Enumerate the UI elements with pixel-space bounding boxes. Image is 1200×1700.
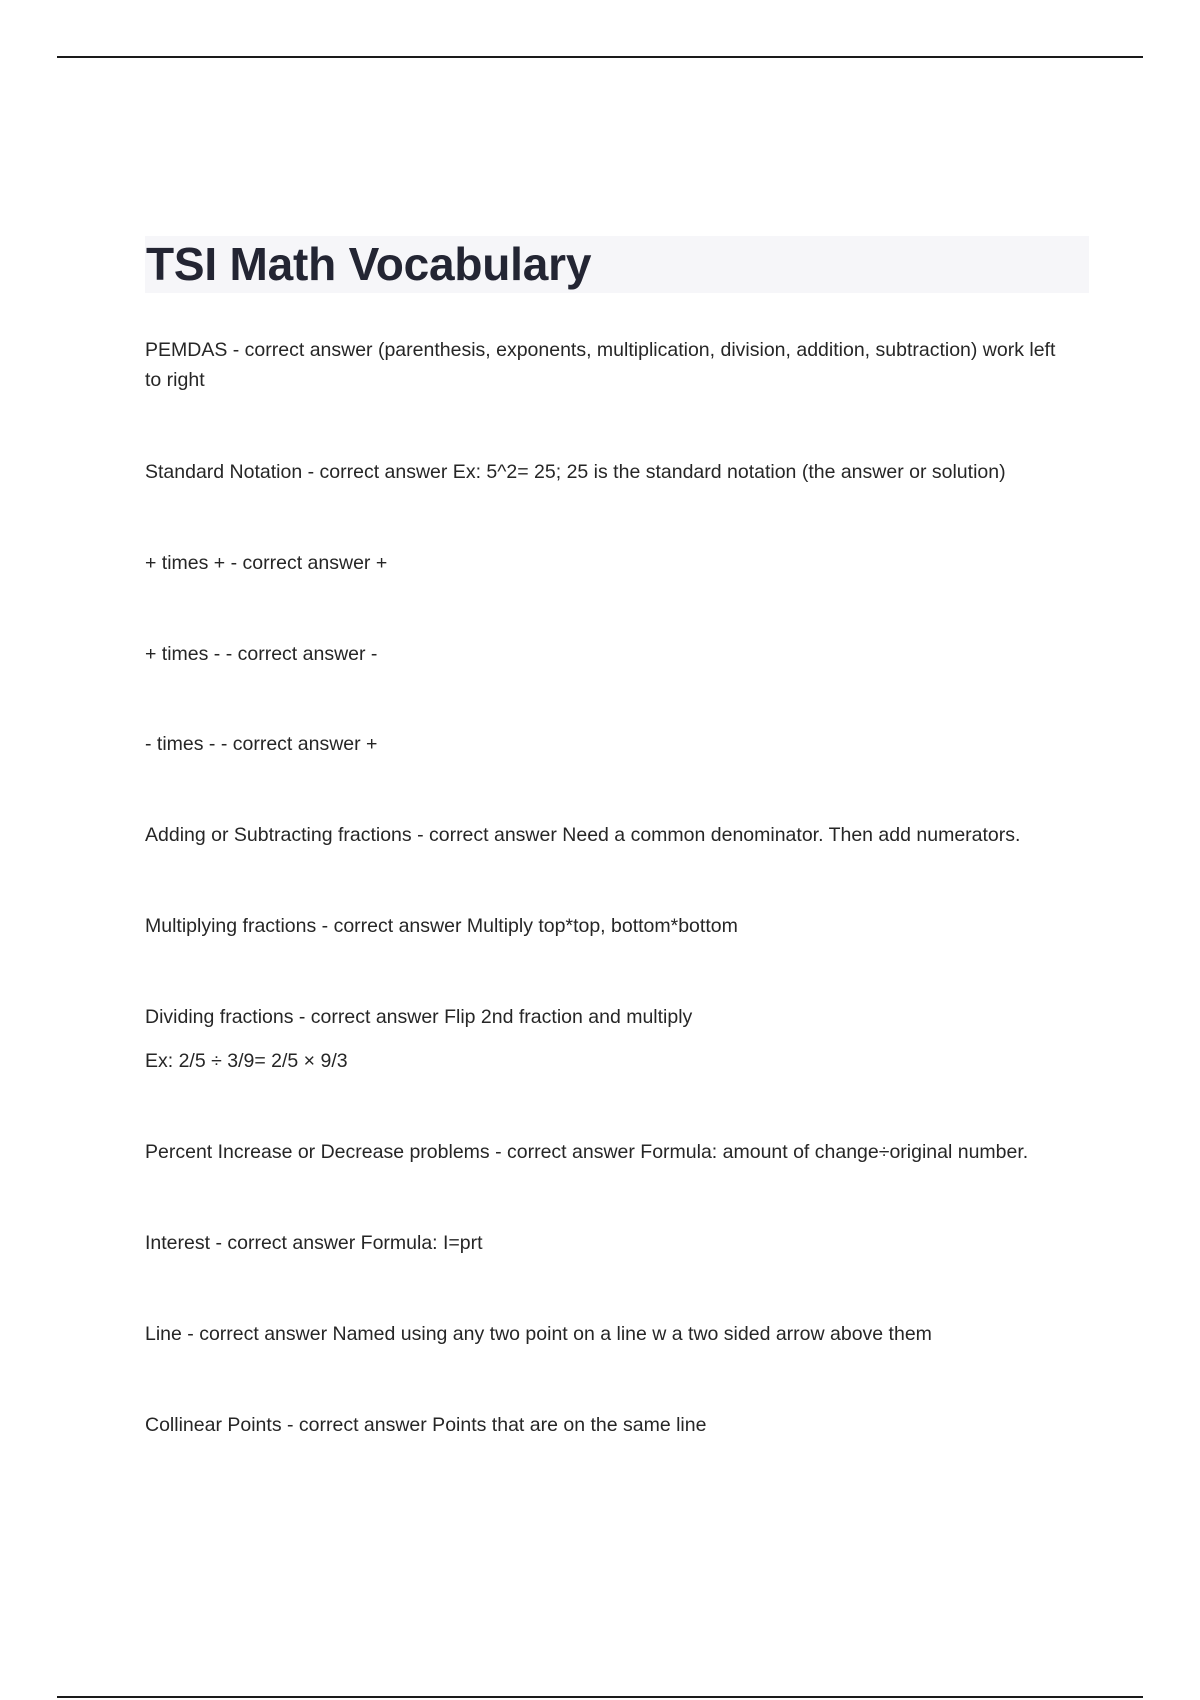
entry-text: Interest - correct answer Formula: I=prt <box>145 1232 483 1254</box>
entry-text: + times - - correct answer - <box>145 643 378 665</box>
entry-line <box>145 1319 1075 1349</box>
top-rule <box>57 56 1143 58</box>
entry-text: - times - - correct answer + <box>145 733 378 755</box>
bottom-rule <box>57 1696 1143 1698</box>
entry-minus-times-minus <box>145 729 1075 759</box>
entry-plus-times-plus <box>145 548 1075 578</box>
entry-pemdas <box>145 335 1075 395</box>
entry-text: Standard Notation - correct answer Ex: 5^2= 25; 25 is the standard notation (the answer or solution) <box>145 461 1006 483</box>
entry-text: Adding or Subtracting fractions - correct answer Need a common denominator. Then add numerators. <box>145 824 1021 846</box>
entry-text: + times + - correct answer + <box>145 552 388 574</box>
entry-example: Ex: 2/5 ÷ 3/9= 2/5 × 9/3 <box>145 1050 348 1072</box>
entry-percent-change <box>145 1137 1075 1167</box>
entry-collinear-points <box>145 1410 1075 1440</box>
entry-dividing-fractions <box>145 1002 1075 1076</box>
entry-plus-times-minus <box>145 639 1075 669</box>
entry-text: Collinear Points - correct answer Points that are on the same line <box>145 1414 707 1436</box>
entry-interest <box>145 1228 1075 1258</box>
entry-text: Multiplying fractions - correct answer Multiply top*top, bottom*bottom <box>145 915 738 937</box>
entry-text: PEMDAS - correct answer (parenthesis, exponents, multiplication, division, addition, subtraction) work left to right <box>145 339 1056 391</box>
entry-standard-notation <box>145 457 1075 487</box>
page-title: TSI Math Vocabulary <box>146 238 592 290</box>
entry-text: Percent Increase or Decrease problems - correct answer Formula: amount of change÷original number. <box>145 1141 1029 1163</box>
entry-text: Line - correct answer Named using any two point on a line w a two sided arrow above them <box>145 1323 932 1345</box>
entry-adding-fractions <box>145 820 1075 850</box>
entry-multiplying-fractions <box>145 911 1075 941</box>
entry-text: Dividing fractions - correct answer Flip 2nd fraction and multiply <box>145 1006 693 1028</box>
